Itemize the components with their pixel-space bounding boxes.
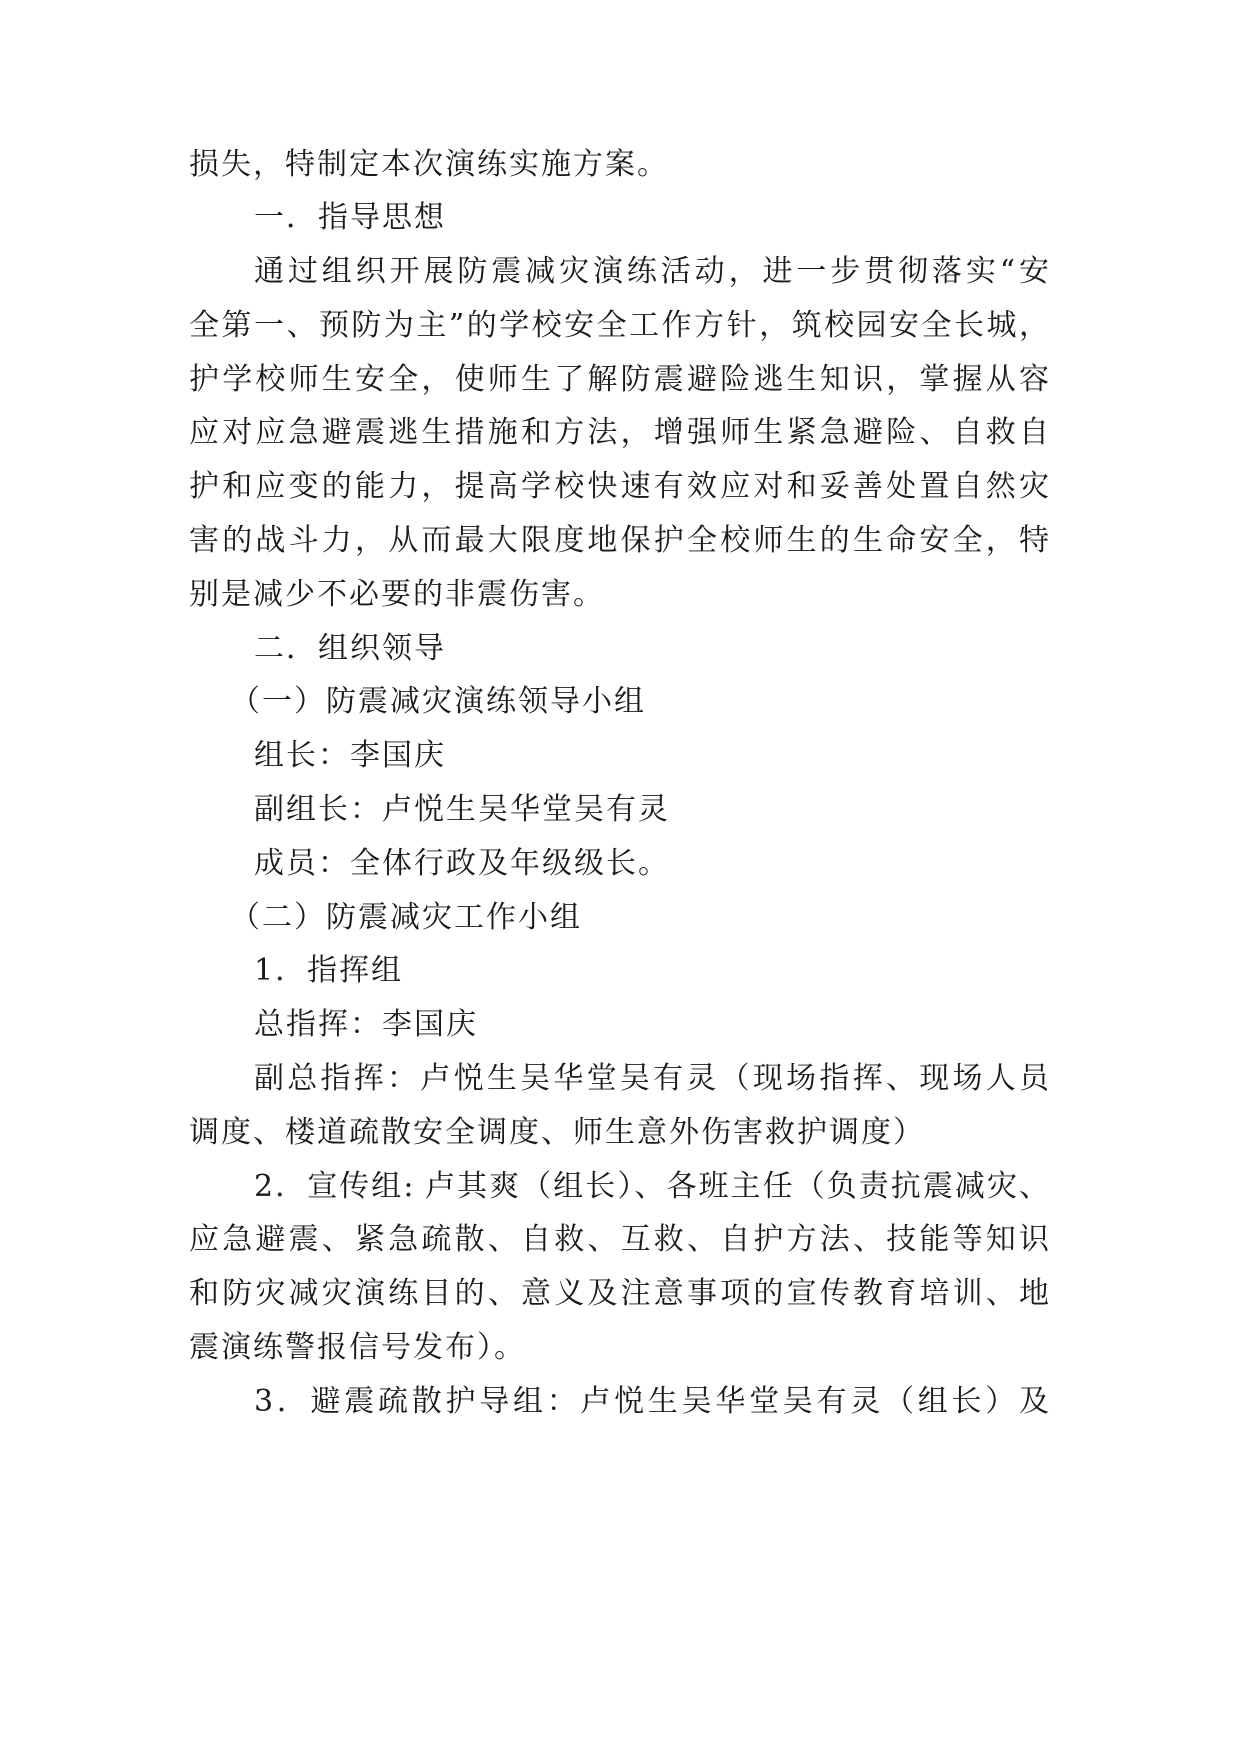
paragraph-line: 调度、楼道疏散安全调度、师生意外伤害救护调度）: [189, 1115, 925, 1150]
paragraph-line: 通过组织开展防震减灾演练活动，进一步贯彻落实“安: [254, 254, 1049, 289]
paragraph-line: 应急避震、紧急疏散、自救、互救、自护方法、技能等知识: [189, 1222, 1049, 1257]
paragraph-line: 3．避震疏散护导组：卢悦生吴华堂吴有灵（组长）及: [254, 1384, 1049, 1419]
text-line: 副组长：卢悦生吴华堂吴有灵: [254, 792, 670, 827]
paragraph-line: 护学校师生安全，使师生了解防震避险逃生知识，掌握从容: [189, 362, 1049, 397]
paragraph-line: 震演练警报信号发布）。: [189, 1330, 526, 1365]
paragraph-line: 应对应急避震逃生措施和方法，增强师生紧急避险、自救自: [189, 415, 1049, 450]
text-line: 损失，特制定本次演练实施方案。: [189, 147, 669, 182]
text-line: 组长：李国庆: [254, 738, 446, 773]
paragraph-line: 害的战斗力，从而最大限度地保护全校师生的生命安全，特: [189, 523, 1049, 558]
paragraph-line: 全第一、预防为主”的学校安全工作方针，筑校园安全长城，: [189, 308, 1049, 343]
text-line: 总指挥：李国庆: [254, 1007, 478, 1042]
subsection-heading: （一）防震减灾演练领导小组: [230, 684, 646, 719]
paragraph-line: 副总指挥：卢悦生吴华堂吴有灵（现场指挥、现场人员: [254, 1061, 1049, 1096]
subsection-heading: （二）防震减灾工作小组: [230, 900, 582, 935]
text-line: 1．指挥组: [254, 953, 404, 988]
paragraph-line: 别是减少不必要的非震伤害。: [189, 577, 605, 612]
paragraph-line: 和防灾减灾演练目的、意义及注意事项的宣传教育培训、地: [189, 1276, 1049, 1311]
section-heading: 一．指导思想: [254, 200, 446, 235]
paragraph-line: 护和应变的能力，提高学校快速有效应对和妥善处置自然灾: [189, 469, 1049, 504]
section-heading: 二．组织领导: [254, 631, 446, 666]
text-line: 成员：全体行政及年级级长。: [254, 846, 670, 881]
paragraph-line: 2．宣传组: 卢其爽（组长）、各班主任（负责抗震减灾、: [254, 1169, 1049, 1204]
